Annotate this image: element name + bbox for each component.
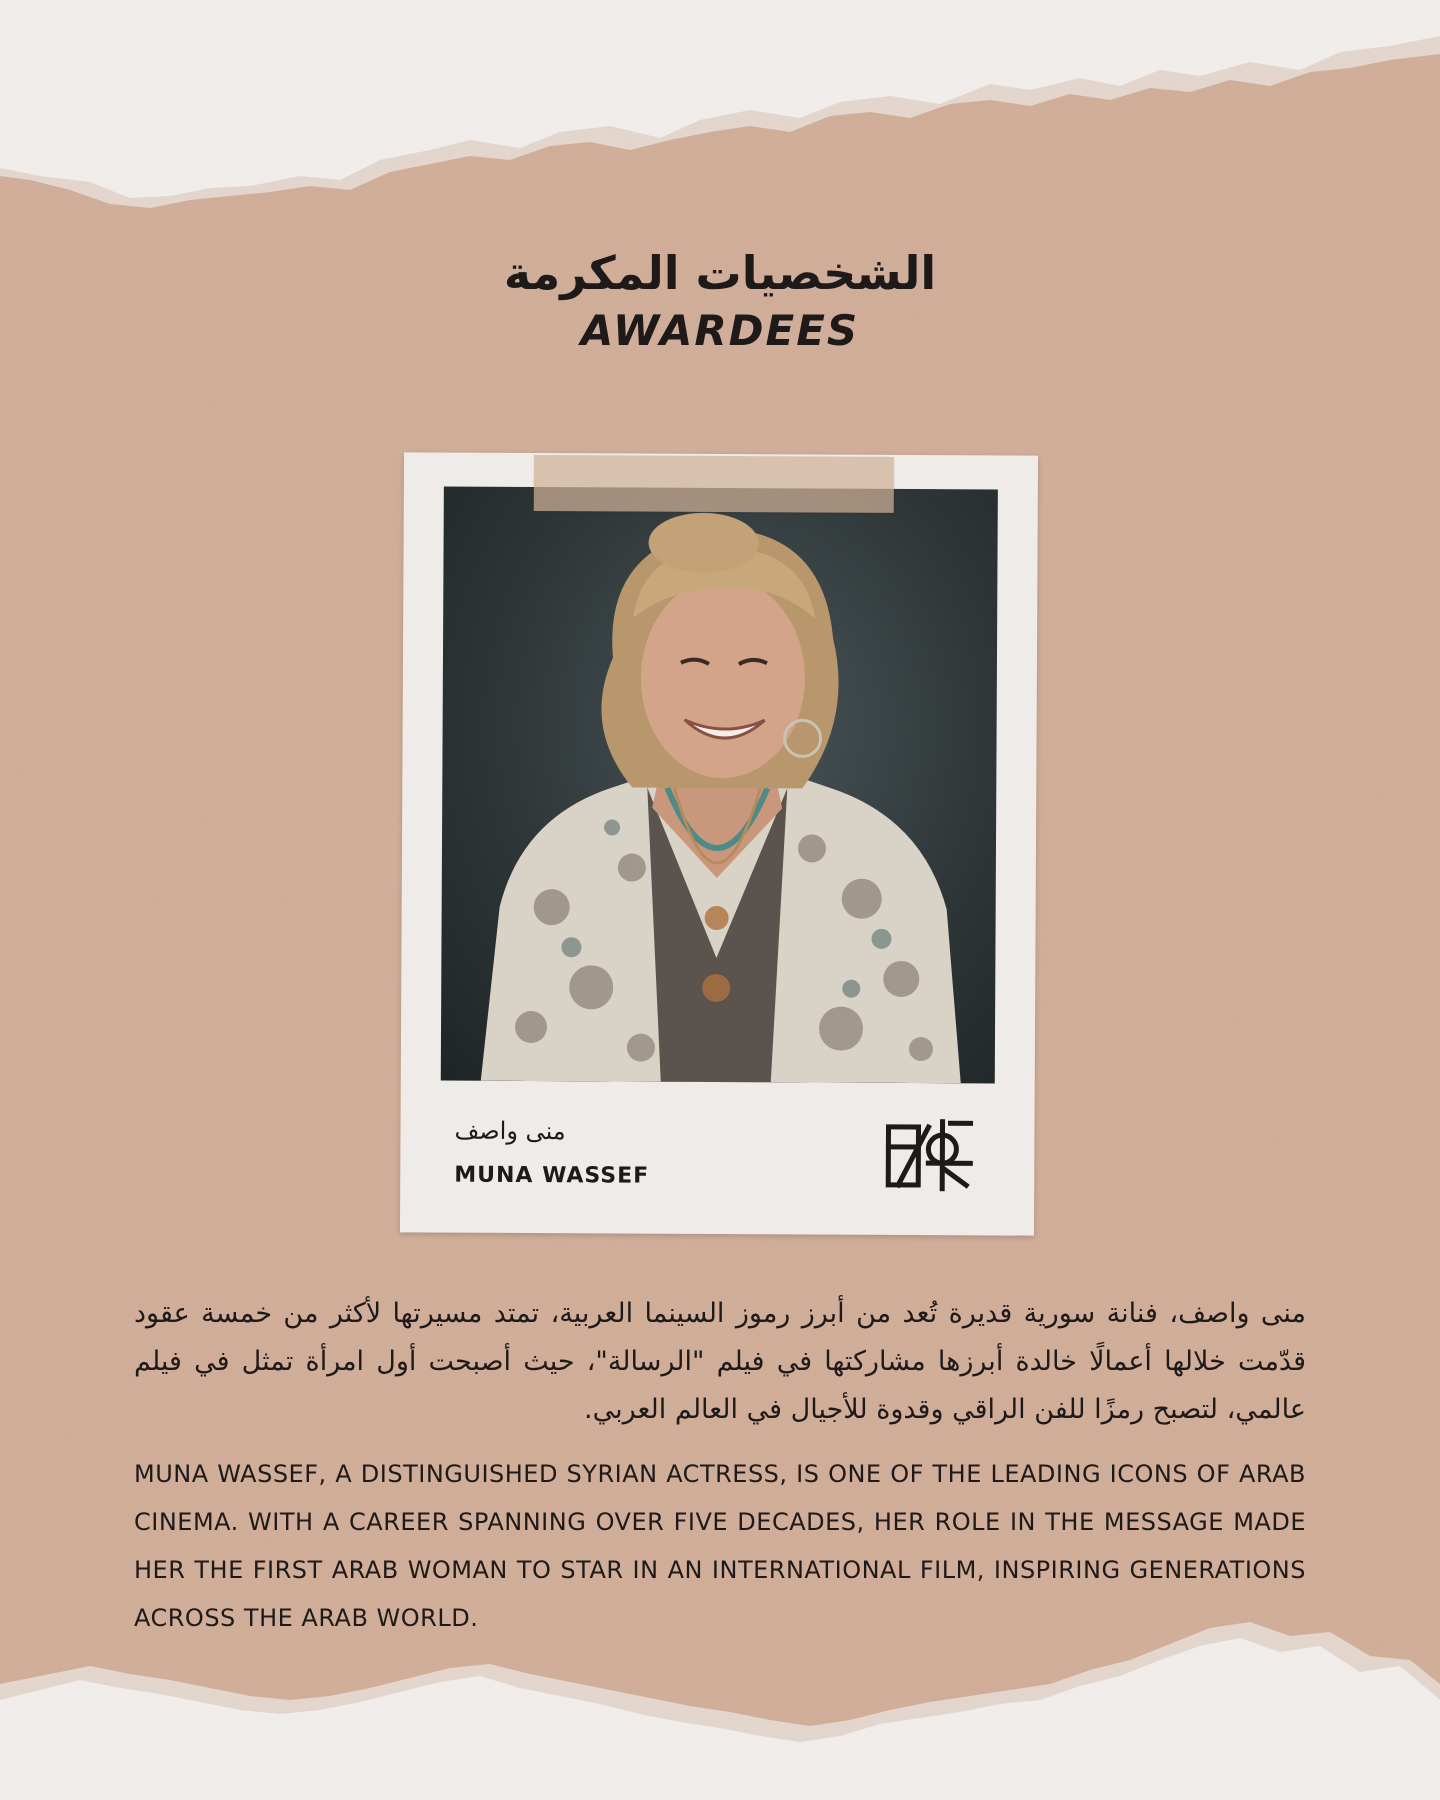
page-title-english: AWARDEES [580, 306, 860, 355]
awardee-name-arabic: منى واصف [454, 1116, 566, 1146]
awardee-name-english: MUNA WASSEF [454, 1162, 650, 1189]
festival-logo-icon [884, 1119, 974, 1191]
portrait-illustration [441, 487, 998, 1084]
portrait-photo [441, 487, 998, 1084]
tape-strip [534, 455, 894, 513]
polaroid-card [400, 452, 1038, 1235]
bio-english: MUNA WASSEF, A DISTINGUISHED SYRIAN ACTRESS, IS ONE OF THE LEADING ICONS OF ARAB CINEMA. WITH A CAREER SPANNING OVER FIVE DECADES, HER ROLE IN THE MESSAGE MADE HER THE FIRST ARAB WOMAN TO STAR IN AN INTERNATIONAL FILM, INSPIRING GENERATIONS ACROSS THE ARAB WORLD. [134, 1460, 1306, 1632]
festival-logo-mark [884, 1119, 974, 1191]
page-title-arabic: الشخصيات المكرمة [503, 246, 937, 300]
bio-arabic: منى واصف، فنانة سورية قديرة تُعد من أبرز رموز السينما العربية، تمتد مسيرتها لأكثر من خمسة عقود قدّمت خلالها أعمالًا خالدة أبرزها مشاركتها في فيلم "الرسالة"، حيث أصبحت أول امرأة تمثل في فيلم عالمي، لتصبح رمزًا للفن الراقي وقدوة للأجيال في العالم العربي. [134, 1298, 1306, 1425]
